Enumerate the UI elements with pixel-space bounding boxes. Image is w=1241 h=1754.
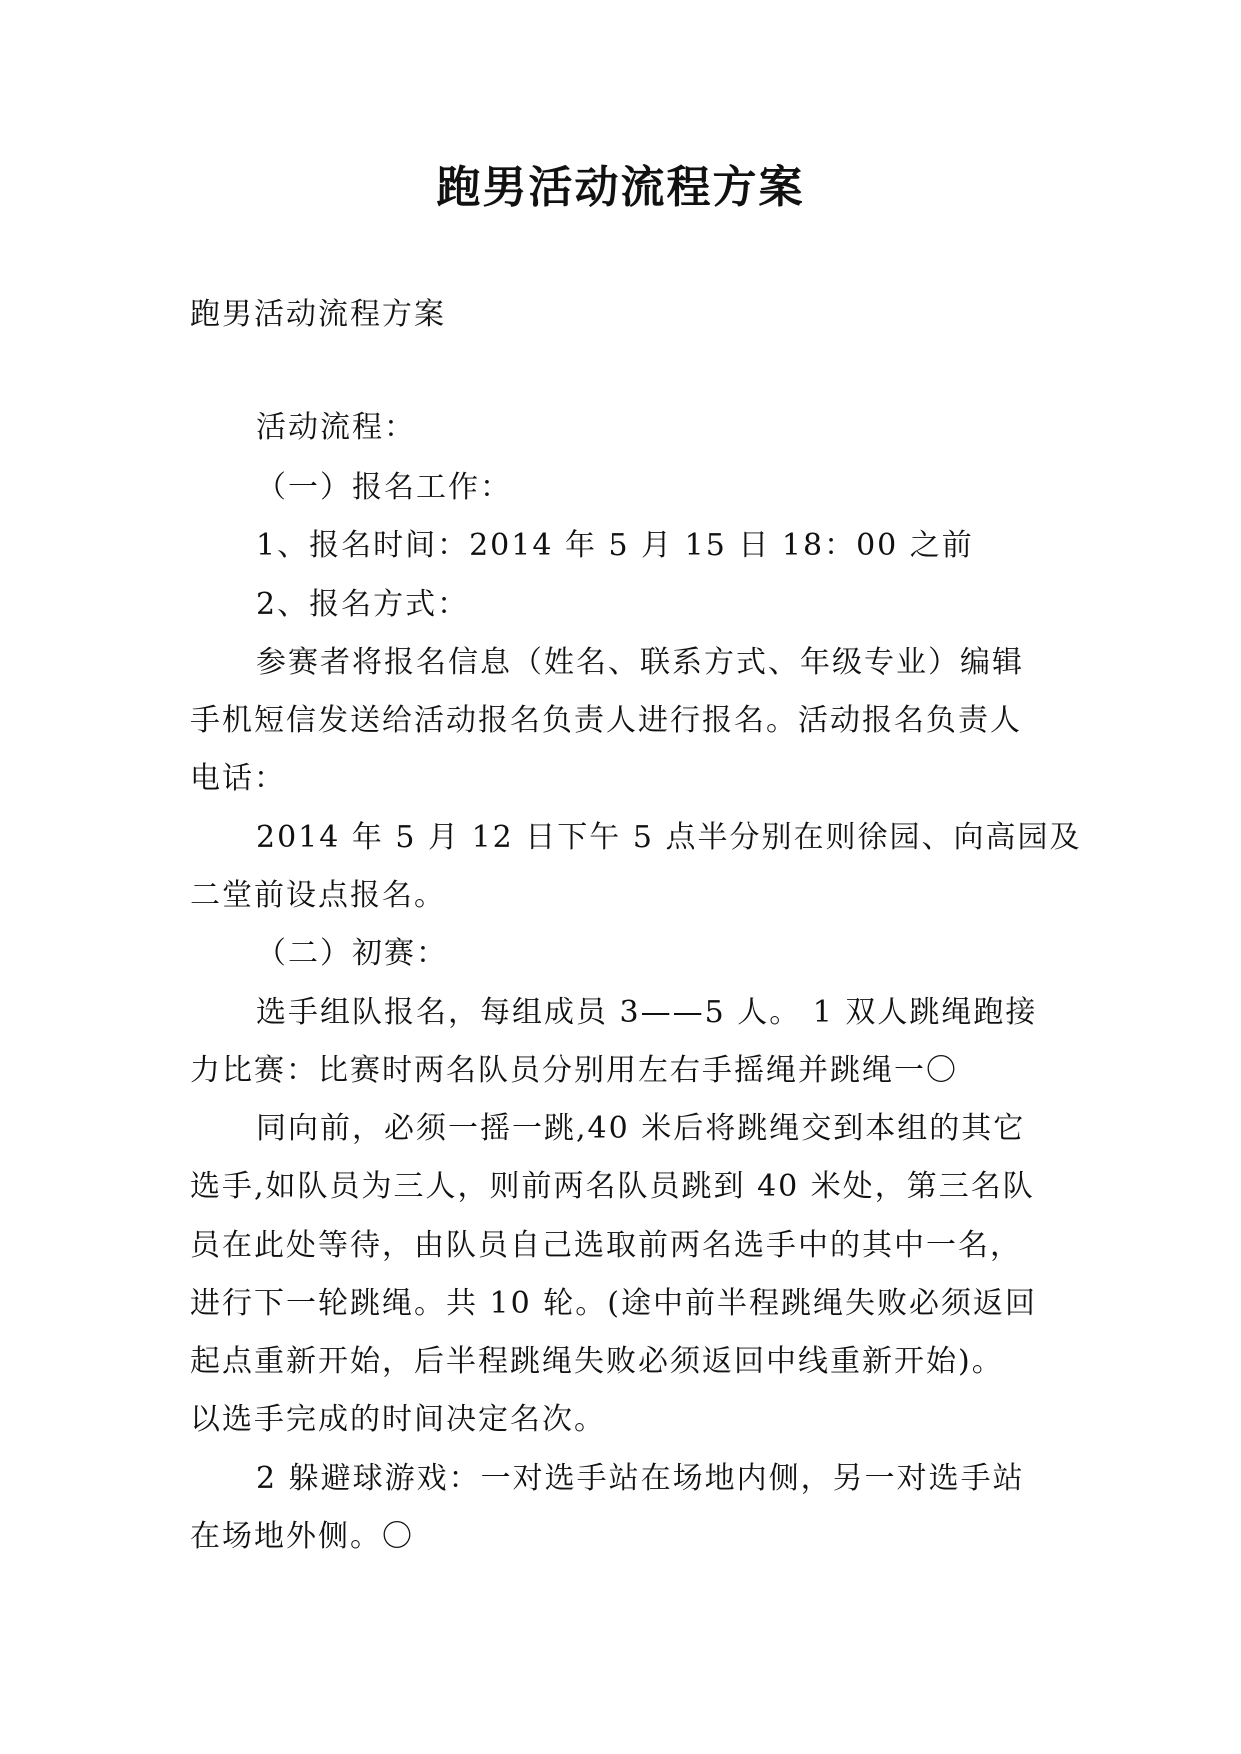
- document-title: 跑男活动流程方案: [436, 162, 805, 213]
- paragraph-line: 进行下一轮跳绳。共 10 轮。(途中前半程跳绳失败必须返回: [190, 1286, 1037, 1321]
- paragraph-line: 2014 年 5 月 12 日下午 5 点半分别在则徐园、向高园及: [256, 820, 1082, 855]
- paragraph-line: 二堂前设点报名。: [190, 878, 446, 913]
- paragraph-line: 起点重新开始，后半程跳绳失败必须返回中线重新开始)。: [190, 1344, 1004, 1379]
- paragraph-line: 选手组队报名，每组成员 3——5 人。 1 双人跳绳跑接: [256, 995, 1038, 1030]
- paragraph-line: 在场地外侧。〇: [190, 1519, 414, 1554]
- paragraph-line: （一）报名工作：: [256, 470, 512, 505]
- paragraph-line: 参赛者将报名信息（姓名、联系方式、年级专业）编辑: [256, 645, 1024, 680]
- paragraph-line: （二）初赛：: [256, 936, 448, 971]
- paragraph-line: 手机短信发送给活动报名负责人进行报名。活动报名负责人: [190, 703, 1022, 738]
- paragraph-line: 2 躲避球游戏：一对选手站在场地内侧，另一对选手站: [256, 1461, 1025, 1496]
- paragraph-line: 电话：: [190, 761, 286, 796]
- paragraph-line: 1、报名时间：2014 年 5 月 15 日 18：00 之前: [256, 528, 974, 563]
- document-subtitle: 跑男活动流程方案: [190, 297, 446, 332]
- paragraph-line: 选手,如队员为三人，则前两名队员跳到 40 米处，第三名队: [190, 1169, 1035, 1204]
- paragraph-line: 员在此处等待，由队员自己选取前两名选手中的其中一名，: [190, 1228, 1022, 1263]
- paragraph-line: 以选手完成的时间决定名次。: [190, 1402, 606, 1437]
- paragraph-line: 2、报名方式：: [256, 587, 470, 622]
- paragraph-line: 同向前，必须一摇一跳,40 米后将跳绳交到本组的其它: [256, 1111, 1026, 1146]
- paragraph-line: 力比赛：比赛时两名队员分别用左右手摇绳并跳绳一〇: [190, 1053, 958, 1088]
- paragraph-line: 活动流程：: [256, 410, 416, 445]
